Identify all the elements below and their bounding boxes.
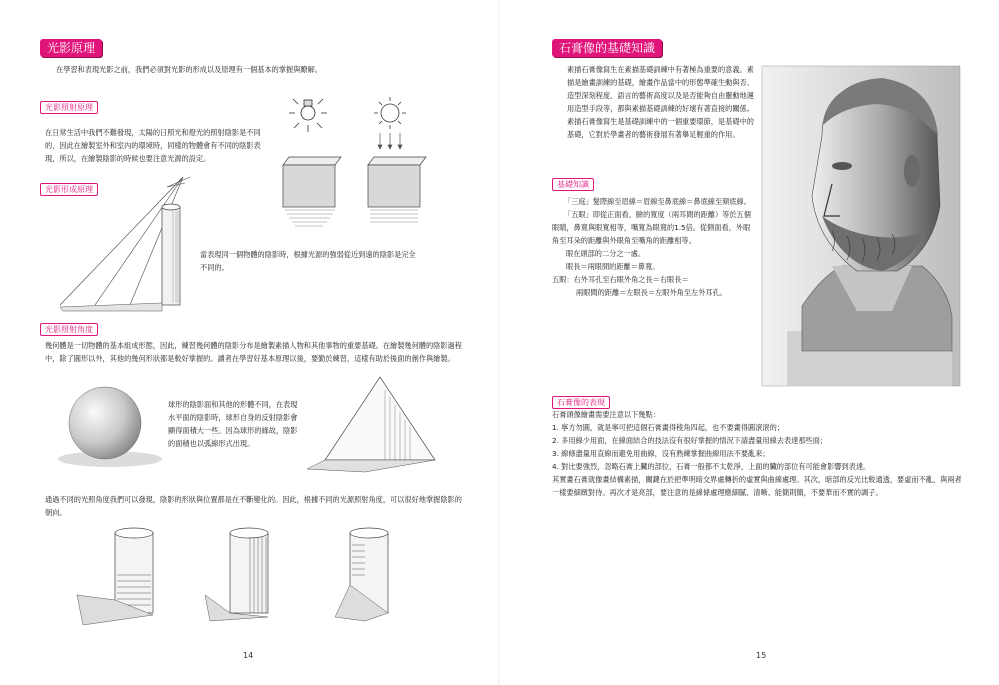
right-intro: 素描石膏像寫生在素描基礎訓練中有著極為重要的意義。素描是繪畫訓練的基礎，繪畫作品當中的形態準確生動與否、造型深刻程度、語言的藝術高度以及是否能夠自由靈動地運用造型手段等，都與素描基礎訓練的好壞有著直接的關係。素描石膏像寫生是基礎訓練中的一個重要環節，是基礎中的基礎，它對於學畫者的藝術發展有著舉足輕重的作用。 (567, 65, 754, 139)
sun-icon (374, 97, 406, 129)
subtitle-plaster-expression: 石膏像的表現 (552, 396, 610, 409)
left-page-number: 14 (243, 651, 254, 660)
cylinder-rays-illustration (55, 175, 195, 315)
shadow-formation-caption: 當表現同一個物體的陰影時，根據光源的強弱從近到遠的陰影是完全不同的。 (200, 250, 416, 272)
sun-box-illustration (360, 95, 450, 230)
five-eyes-formula-line: 五眼：右外耳孔至右眼外角之長＝右眼長＝ (552, 275, 689, 284)
expression-point-1: 1. 寧方勿圓，就是寧可把這個石膏畫得稜角四起，也不要畫得圓滾滾的； (552, 423, 784, 432)
sphere-text: 球形的陰影面和其他的形體不同，在表現水平面的陰影時，球形自身的反射陰影會顯得面積大一些。因為球形的緣故，陰影的面積也以弧線形式出現。 (168, 400, 298, 448)
left-page (0, 0, 499, 685)
angle-text: 通過不同的光照角度我們可以發現，陰影的形狀與位置都是在不斷變化的。因此，根據不同的光源照射角度，可以很好地掌握陰影的朝向。 (45, 495, 462, 517)
cylinder-angle-2 (200, 525, 310, 630)
subtitle-light-angle: 光影照射角度 (40, 323, 98, 336)
plaster-bust-illustration (762, 66, 960, 386)
left-intro: 在學習和表現光影之前，我們必須對光影的形成以及原理有一個基本的掌握與瞭解。 (56, 65, 322, 74)
cylinder-angle-1 (75, 525, 185, 630)
right-page (500, 0, 999, 685)
three-courts-line: 「三庭」髮際線至眉線＝眉線至鼻底線＝鼻底線至頦底線。 (564, 197, 751, 206)
plaster-expression-block (552, 408, 962, 499)
lamp-box-illustration (275, 95, 365, 230)
five-eyes-formula-line-2: 兩眼間的距離＝左眼長＝左眼外角至左外耳孔。 (576, 288, 727, 297)
eye-length-line: 眼長＝兩眼間的距離＝鼻寬。 (566, 262, 660, 271)
left-section-title: 光影原理 (40, 39, 102, 57)
eye-position-line: 眼在頭部的二分之一處。 (566, 249, 646, 258)
expression-closing: 其實畫石膏就像畫結構素描，關鍵在於把準明暗交界處轉折的虛實與曲線處理。其次，暗部的反光比較通透，要虛而不亂，與兩者一樣要細緻對待。再次才是亮部，要注意的是線條處理應細膩、清晰、能簡則簡，不要華而不實的調子。 (552, 475, 962, 497)
light-angle-text: 幾何體是一切物體的基本組成形態，因此，練習幾何體的陰影分布是繪製素描人物和其他事物的重要基礎。在繪製幾何體的陰影過程中，除了圓形以外，其他的幾何形狀都是較好掌握的。讀者在學習好基本原理以後，要勤於練習，這樣有助於後面的創作與繪製。 (45, 341, 462, 363)
right-section-title: 石膏像的基礎知識 (552, 39, 662, 57)
five-eyes-line: 「五眼」即從正面看，臉的寬度（兩耳間的距離）等於五個眼睛，鼻寬與眼寬相等，嘴寬為眼寬的1.5倍。從側面看，外眼角至耳朵的距離與外眼角至嘴角的距離相等。 (552, 210, 751, 245)
subtitle-light-principle: 光影照射原理 (40, 101, 98, 114)
cylinder-angle-3 (325, 525, 435, 630)
subtitle-basic-knowledge: 基礎知識 (552, 178, 594, 191)
expression-point-3: 3. 線條盡量用直線而避免用曲線，沒有熟練掌握曲線用法不要亂來； (552, 449, 770, 458)
subtitle-shadow-formation: 光影形成原理 (40, 183, 98, 196)
lightbulb-icon (289, 99, 327, 132)
basic-knowledge-block (552, 195, 757, 299)
cone-illustration (305, 375, 465, 475)
expression-point-2: 2. 多用線少用面，在線面結合的技法沒有很好掌握的情況下請盡量用線去表達那些面； (552, 436, 828, 445)
expression-intro: 石膏頭像繪畫需要注意以下幾點： (552, 410, 660, 419)
right-page-number: 15 (756, 651, 767, 660)
sphere-illustration (55, 385, 165, 470)
expression-point-4: 4. 對比要強烈，忽略石膏上臟的部位，石膏一般都不太乾淨，上面的臟的部位有可能會影響到表達。 (552, 462, 871, 471)
light-principle-text: 在日常生活中我們不難發現，太陽的日照光和燈光的照射陰影是不同的，因此在繪製室外和室內的環境時，同樣的物體會有不同的陰影表現，所以，在繪製陰影的時候也要注意光源的設定。 (45, 128, 261, 163)
